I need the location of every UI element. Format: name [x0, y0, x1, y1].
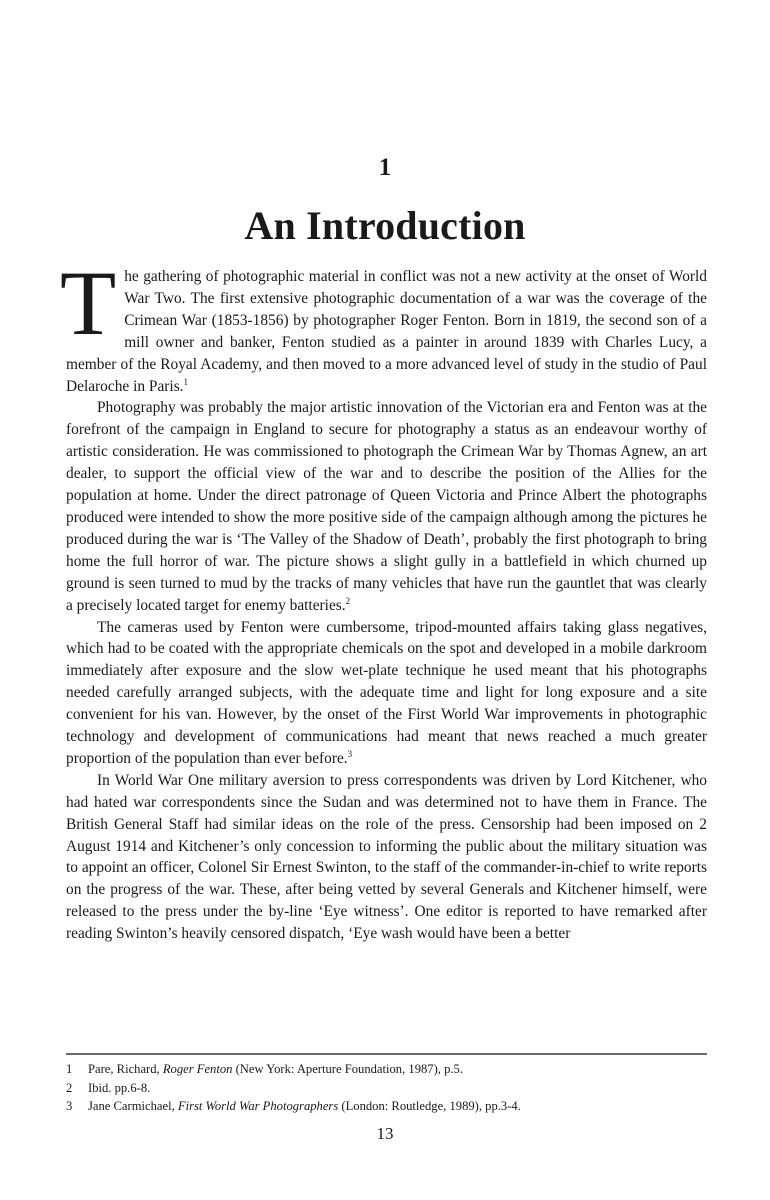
footnote-text [88, 1060, 463, 1079]
footnote-pre: Pare, Richard, [88, 1062, 163, 1076]
paragraph-1-text: he gathering of photographic material in conflict was not a new activity at the onset of World War Two. The first extensive photographic documentation of a war was the coverage of the Crimean War (1853-1856) by photographer Roger Fenton. Born in 1819, the second son of a mill owner and banker, Fenton studied as a painter in around 1839 with Charles Lucy, a member of the Royal Academy, and then moved to a more advanced level of study in the studio of Paul Delaroche in Paris. [66, 268, 707, 395]
footnote-rule [66, 1053, 707, 1055]
paragraph-2-text: Photography was probably the major artistic innovation of the Victorian era and Fenton was at the forefront of the campaign in England to secure for photography a status as an endeavour worthy of artistic consideration. He was commissioned to photograph the Crimean War by Thomas Agnew, an art dealer, to support the official view of the war and to describe the position of the Allies for the population at home. Under the direct patronage of Queen Victoria and Prince Albert the photographs produced were intended to show the more positive side of the campaign although among the pictures he produced during the war is ‘The Valley of the Shadow of Death’, probably the first photograph to bring home the full horror of war. The picture shows a slight gully in a battlefield in which churned up ground is seen turned to mud by the tracks of many vehicles that have run the gauntlet that was clearly a precisely located target for enemy batteries. [66, 399, 707, 614]
footnotes [66, 1060, 707, 1116]
paragraph-1 [60, 252, 707, 397]
page-number: 13 [376, 1124, 394, 1143]
footnote [66, 1097, 707, 1116]
footnote [66, 1079, 707, 1098]
paragraph-2 [66, 397, 707, 616]
footnote-title: First World War Photographers [177, 1099, 339, 1113]
footnote-number: 1 [66, 1062, 73, 1076]
footnote-post: (New York: Aperture Foundation, 1987), p.5. [232, 1062, 463, 1076]
chapter-title: An Introduction [244, 203, 526, 248]
footnote-title: Roger Fenton [162, 1062, 233, 1076]
footnote-ref-1: 1 [183, 376, 189, 387]
drop-cap: T [60, 252, 117, 354]
footnote-pre: Jane Carmichael, [88, 1099, 178, 1113]
footnote-pre: Ibid. pp.6-8. [88, 1080, 151, 1095]
paragraph-3-text: The cameras used by Fenton were cumbersome, tripod-mounted affairs taking glass negatives, which had to be coated with the appropriate chemicals on the spot and developed in a mobile darkroom immediately after exposure and the slow wet-plate technique he used meant that his photographs needed carefully arranged subjects, with the adequate time and light for long exposure and a site convenient for his van. However, by the onset of the First World War improvements in photographic technology and development of communications had meant that news reached a much greater proportion of the population than ever before. [66, 618, 707, 767]
paragraph-3 [66, 617, 707, 770]
paragraph-4 [66, 770, 707, 945]
footnote-number: 2 [66, 1080, 73, 1095]
paragraph-4-text: In World War One military aversion to press correspondents was driven by Lord Kitchener, who had hated war correspondents since the Sudan and was determined not to have them in France. The British General Staff had similar ideas on the role of the press. Censorship had been imposed on 2 August 1914 and Kitchener’s only concession to informing the public about the military situation was to appoint an officer, Colonel Sir Ernest Swinton, to the staff of the commander-in-chief to write reports on the progress of the war. These, after being vetted by several Generals and Kitchener himself, were released to the press under the by-line ‘Eye witness’. One editor is reported to have remarked after reading Swinton’s heavily censored dispatch, ‘Eye wash would have been a better [66, 771, 707, 943]
footnote-number: 3 [66, 1099, 73, 1113]
chapter-number: 1 [378, 154, 392, 181]
footnote-ref-2: 2 [345, 595, 351, 606]
footnote-ref-3: 3 [347, 748, 353, 759]
footnote-post: (London: Routledge, 1989), pp.3-4. [338, 1099, 521, 1113]
footnote [66, 1060, 707, 1079]
body-text [60, 252, 707, 945]
footnote-text [88, 1097, 521, 1116]
footnote-text [88, 1079, 150, 1098]
